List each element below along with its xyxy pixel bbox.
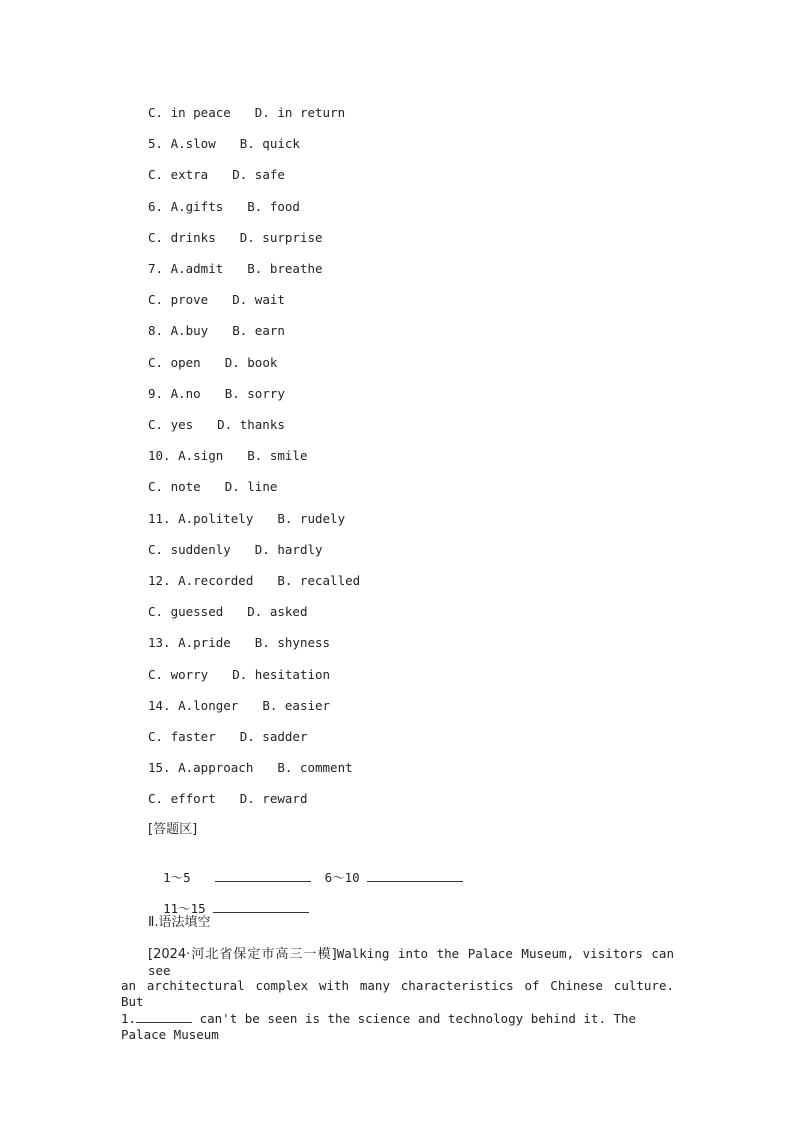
passage-line-3 xyxy=(121,1010,674,1043)
option-right: B. quick xyxy=(239,136,300,151)
option-left: C. drinks xyxy=(148,230,216,245)
option-right: B. earn xyxy=(232,323,285,338)
passage-line-2 xyxy=(121,978,674,1010)
option-row xyxy=(148,635,330,651)
option-row xyxy=(148,729,307,745)
option-left: C. effort xyxy=(148,791,216,806)
option-left: C. guessed xyxy=(148,604,224,619)
option-row xyxy=(148,479,277,495)
option-left: 7. A.admit xyxy=(148,261,224,276)
option-row xyxy=(148,698,330,714)
option-right: D. thanks xyxy=(217,417,285,432)
option-left: C. in peace xyxy=(148,105,231,120)
option-row xyxy=(148,167,285,183)
option-left: 11. A.politely xyxy=(148,511,254,526)
passage-text-2: an architectural complex with many characteristics of Chinese culture. But xyxy=(121,978,674,1009)
option-right: B. recalled xyxy=(277,573,361,588)
option-row xyxy=(148,355,277,371)
option-left: 5. A.slow xyxy=(148,136,216,151)
answer-blank-11-15[interactable] xyxy=(213,900,309,913)
answer-blank-1-5[interactable] xyxy=(215,869,311,882)
passage-line-1 xyxy=(148,946,674,979)
option-row xyxy=(148,136,300,152)
option-row xyxy=(148,448,307,464)
option-left: C. faster xyxy=(148,729,216,744)
option-row xyxy=(148,105,345,121)
option-row xyxy=(148,542,323,558)
option-right: B. comment xyxy=(277,760,353,775)
option-right: D. wait xyxy=(232,292,285,307)
option-left: C. suddenly xyxy=(148,542,231,557)
option-row xyxy=(148,573,360,589)
option-left: C. open xyxy=(148,355,201,370)
option-row xyxy=(148,386,285,402)
option-right: D. safe xyxy=(232,167,285,182)
option-right: D. line xyxy=(224,479,278,494)
option-right: B. sorry xyxy=(224,386,285,401)
option-right: B. easier xyxy=(262,698,331,713)
section-title: Ⅱ.语法填空 xyxy=(148,915,211,930)
option-row xyxy=(148,230,323,246)
option-right: B. smile xyxy=(247,448,308,463)
option-right: D. hesitation xyxy=(232,667,331,682)
option-left: C. extra xyxy=(148,167,209,182)
range-1-5: 1～5 xyxy=(163,870,191,885)
option-left: 10. A.sign xyxy=(148,448,224,463)
range-6-10: 6～10 xyxy=(324,870,360,885)
option-left: C. yes xyxy=(148,417,194,432)
source-tag: [2024·河北省保定市高三一模] xyxy=(148,947,337,962)
option-row xyxy=(148,760,353,776)
option-left: 14. A.longer xyxy=(148,698,239,713)
option-row xyxy=(148,292,285,308)
option-right: D. sadder xyxy=(239,729,308,744)
option-row xyxy=(148,199,300,215)
passage-text-1: Walking into the Palace Museum, visitors can see xyxy=(148,946,674,978)
answer-row-2 xyxy=(148,884,309,917)
option-row xyxy=(148,261,323,277)
option-right: D. book xyxy=(224,355,278,370)
option-row xyxy=(148,604,307,620)
option-left: 15. A.approach xyxy=(148,760,254,775)
option-right: B. rudely xyxy=(277,511,346,526)
option-left: C. note xyxy=(148,479,201,494)
range-11-15: 11～15 xyxy=(163,901,206,916)
option-left: C. worry xyxy=(148,667,209,682)
option-right: B. breathe xyxy=(247,261,323,276)
passage-text-3: can't be seen is the science and technology behind it. The Palace Museum xyxy=(121,1011,637,1042)
option-right: D. reward xyxy=(239,791,308,806)
option-left: 6. A.gifts xyxy=(148,199,224,214)
option-right: B. shyness xyxy=(254,635,331,650)
question-number: 1. xyxy=(121,1011,137,1026)
option-row xyxy=(148,511,345,527)
option-right: D. surprise xyxy=(239,230,323,245)
option-right: D. in return xyxy=(254,105,346,120)
answer-blank-6-10[interactable] xyxy=(367,869,463,882)
option-left: 8. A.buy xyxy=(148,323,209,338)
option-row xyxy=(148,417,285,433)
option-left: 9. A.no xyxy=(148,386,201,401)
fill-blank-1[interactable] xyxy=(136,1010,192,1023)
option-row xyxy=(148,323,285,339)
option-right: D. asked xyxy=(247,604,308,619)
option-left: 13. A.pride xyxy=(148,635,231,650)
option-row xyxy=(148,667,330,683)
option-left: 12. A.recorded xyxy=(148,573,254,588)
answer-area-label: [答题区] xyxy=(148,822,198,837)
answer-row-1 xyxy=(148,853,463,886)
option-left: C. prove xyxy=(148,292,209,307)
option-right: D. hardly xyxy=(254,542,323,557)
option-row xyxy=(148,791,307,807)
option-right: B. food xyxy=(247,199,300,214)
